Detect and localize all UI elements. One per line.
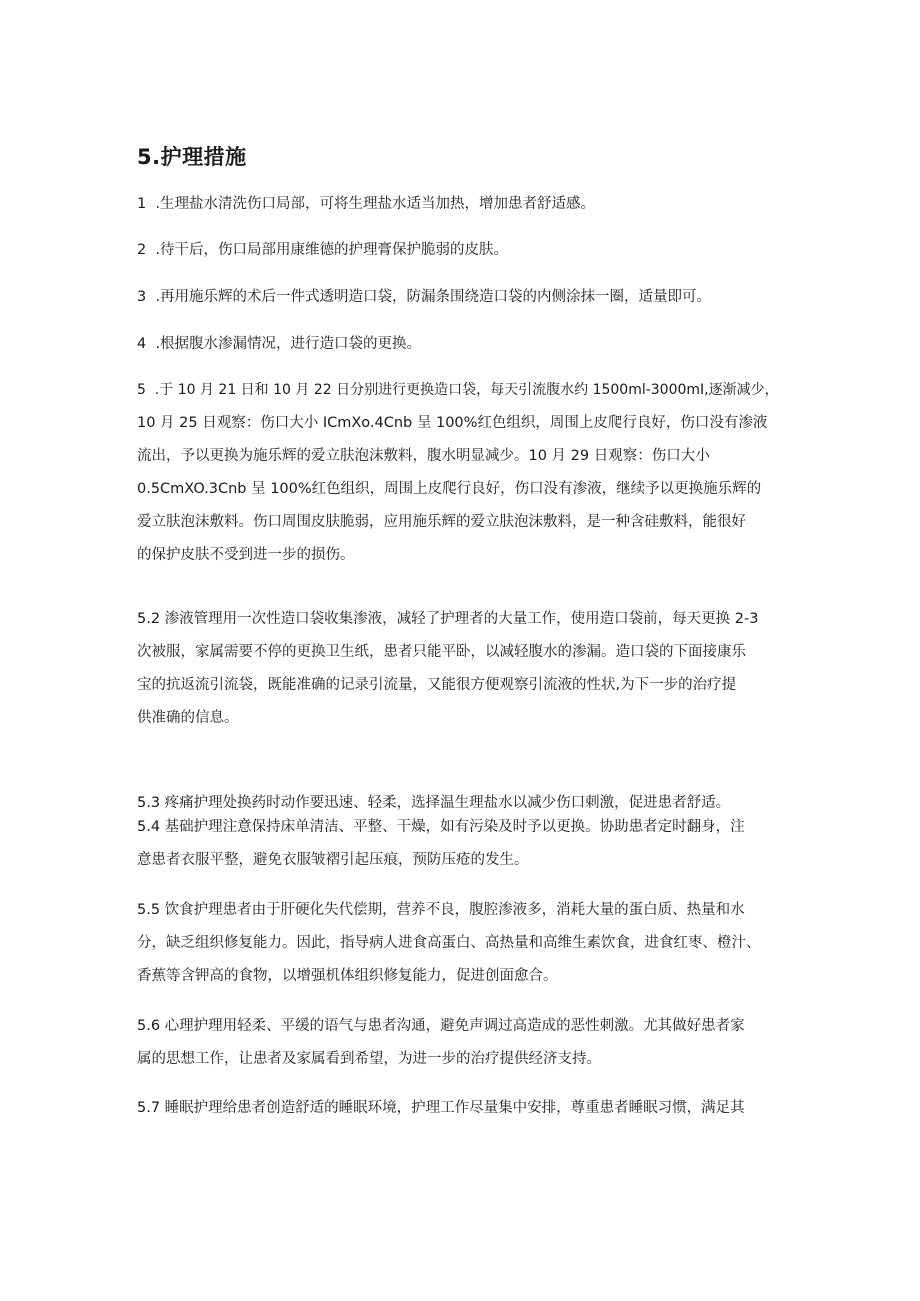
paragraph-line: 次被服，家属需要不停的更换卫生纸，患者只能平卧，以减轻腹水的渗漏。造口袋的下面接康乐 (137, 644, 746, 660)
paragraph-line: 爱立肤泡沫敷料。伤口周围皮肤脆弱，应用施乐辉的爱立肤泡沫敷料，是一种含硅敷料，能很好 (137, 514, 746, 530)
paragraph-line: 5 .于 10 月 21 日和 10 月 22 日分别进行更换造口袋，每天引流腹水约 1500ml-3000mI,逐渐减少， (137, 382, 779, 398)
paragraph-5-4 (137, 811, 785, 877)
paragraph-3 (137, 281, 785, 314)
section-heading: 5.护理措施 (137, 145, 247, 169)
paragraph-1 (137, 188, 785, 221)
paragraph-line: 的保护皮肤不受到进一步的损伤。 (137, 547, 355, 563)
paragraph-line: 5.5 饮食护理患者由于肝硬化失代偿期，营养不良，腹腔渗液多，消耗大量的蛋白质、热量和水 (137, 902, 745, 918)
paragraph-line: 1 .生理盐水清洗伤口局部，可将生理盐水适当加热，增加患者舒适感。 (137, 196, 596, 212)
paragraph-5 (137, 374, 785, 572)
paragraph-line: 5.7 睡眠护理给患者创造舒适的睡眠环境，护理工作尽量集中安排，尊重患者睡眠习惯，满足其 (137, 1100, 745, 1116)
paragraph-line: 流出，予以更换为施乐辉的爱立肤泡沫敷料，腹水明显减少。10 月 29 日观察：伤口大小 (137, 448, 710, 464)
paragraph-4 (137, 328, 785, 361)
paragraph-2 (137, 234, 785, 267)
paragraph-line: 4 .根据腹水渗漏情况，进行造口袋的更换。 (137, 336, 422, 352)
paragraph-line: 0.5CmXO.3Cnb 呈 100%红色组织，周围上皮爬行良好，伤口没有渗液，继续予以更换施乐辉的 (137, 481, 762, 497)
paragraph-line: 宝的抗返流引流袋，既能准确的记录引流量，又能很方便观察引流液的性状,为下一步的治疗提 (137, 677, 737, 693)
paragraph-5-6 (137, 1010, 785, 1076)
paragraph-line: 香蕉等含钾高的食物，以增强机体组织修复能力，促进创面愈合。 (137, 968, 558, 984)
paragraph-line: 5.6 心理护理用轻柔、平缓的语气与患者沟通，避免声调过高造成的恶性刺激。尤其做好患者家 (137, 1018, 745, 1034)
paragraph-line: 2 .待干后，伤口局部用康维德的护理膏保护脆弱的皮肤。 (137, 242, 509, 258)
paragraph-5-5 (137, 894, 785, 993)
paragraph-line: 5.3 疼痛护理处换药时动作要迅速、轻柔，选择温生理盐水以减少伤口刺激，促进患者舒适。 (137, 795, 731, 811)
paragraph-line: 分，缺乏组织修复能力。因此，指导病人进食高蛋白、高热量和高维生素饮食，进食红枣、橙汁、 (137, 935, 761, 951)
paragraph-line: 属的思想工作，让患者及家属看到希望，为进一步的治疗提供经济支持。 (137, 1051, 601, 1067)
paragraph-5-7 (137, 1092, 785, 1125)
paragraph-line: 5.2 渗液管理用一次性造口袋收集渗液，减轻了护理者的大量工作，使用造口袋前，每天更换 2-3 (137, 611, 759, 627)
paragraph-5-2 (137, 603, 785, 735)
paragraph-line: 供准确的信息。 (137, 710, 239, 726)
paragraph-line: 意患者衣服平整，避免衣服皱褶引起压痕，预防压疮的发生。 (137, 852, 529, 868)
paragraph-line: 3 .再用施乐辉的术后一件式透明造口袋，防漏条围绕造口袋的内侧涂抹一圈，适量即可。 (137, 289, 712, 305)
paragraph-line: 5.4 基础护理注意保持床单清洁、平整、干燥，如有污染及时予以更换。协助患者定时翻身，注 (137, 819, 745, 835)
paragraph-line: 10 月 25 日观察：伤口大小 ICmXo.4Cnb 呈 100%红色组织，周围上皮爬行良好，伤口没有渗液 (137, 415, 768, 431)
